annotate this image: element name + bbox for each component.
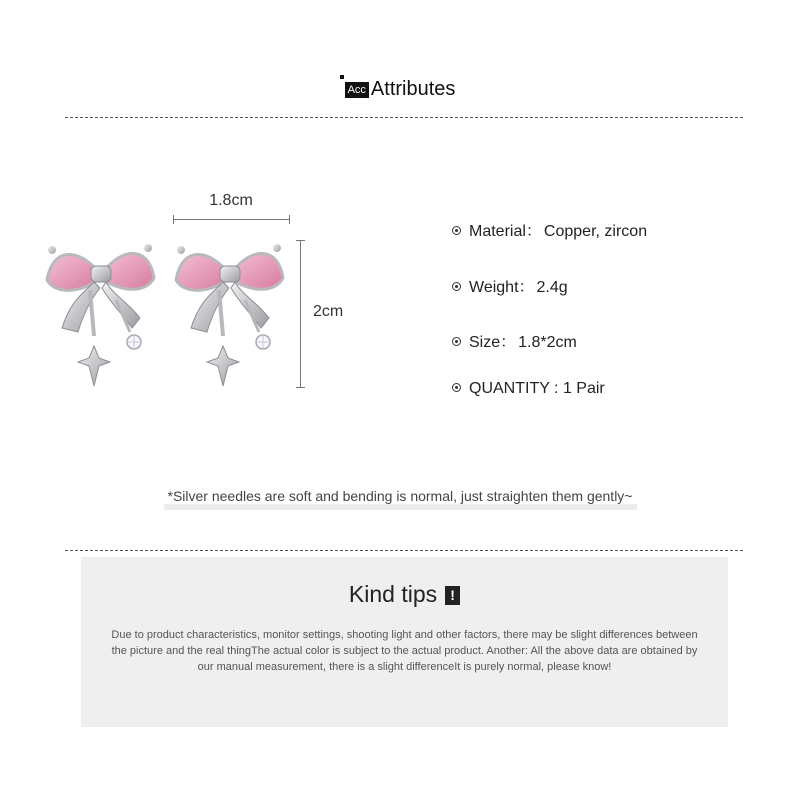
middle-divider (65, 550, 743, 551)
attribute-material (452, 218, 647, 241)
bullet-icon (452, 282, 461, 291)
attribute-value: 2.4g (536, 279, 568, 296)
silver-needle-note: *Silver needles are soft and bending is normal, just straighten them gently~ (164, 488, 637, 510)
bow-earring-icon (173, 236, 287, 394)
width-dimension-line (173, 219, 290, 220)
exclamation-icon: ! (445, 586, 460, 605)
attribute-weight (452, 274, 568, 297)
kind-tips-text: Due to product characteristics, monitor settings, shooting light and other factors, there may be slight differences between the picture and the real thingThe actual color is subject to the actual product. Another: All the above data are obtained by our manual measurement, there is a slight differenceIt is purely normal, please know! (111, 629, 698, 673)
bullet-icon (452, 383, 461, 392)
attribute-label: QUANTITY : 1 Pair (469, 380, 605, 397)
attribute-value: Copper, zircon (543, 223, 648, 240)
note-wrapper (0, 488, 800, 510)
bullet-icon (452, 337, 461, 346)
attributes-title: Attributes (370, 78, 456, 100)
attribute-label: Weight： (469, 279, 535, 296)
attribute-label: Size： (469, 334, 517, 351)
height-dimension-line (300, 240, 301, 388)
kind-tips-panel (81, 557, 728, 727)
top-divider (65, 117, 743, 118)
width-dimension-label: 1.8cm (209, 192, 253, 209)
attributes-header (0, 78, 800, 101)
attribute-label: Material： (469, 223, 542, 240)
attribute-size (452, 329, 577, 352)
height-dimension-label: 2cm (313, 303, 344, 320)
acc-badge: Acc (345, 82, 369, 98)
attribute-value: 1.8*2cm (518, 334, 577, 351)
bullet-icon (452, 226, 461, 235)
kind-tips-heading (81, 581, 728, 608)
attribute-quantity (452, 380, 605, 398)
bow-earring-icon (44, 236, 158, 394)
kind-tips-title: Kind tips (348, 581, 438, 607)
